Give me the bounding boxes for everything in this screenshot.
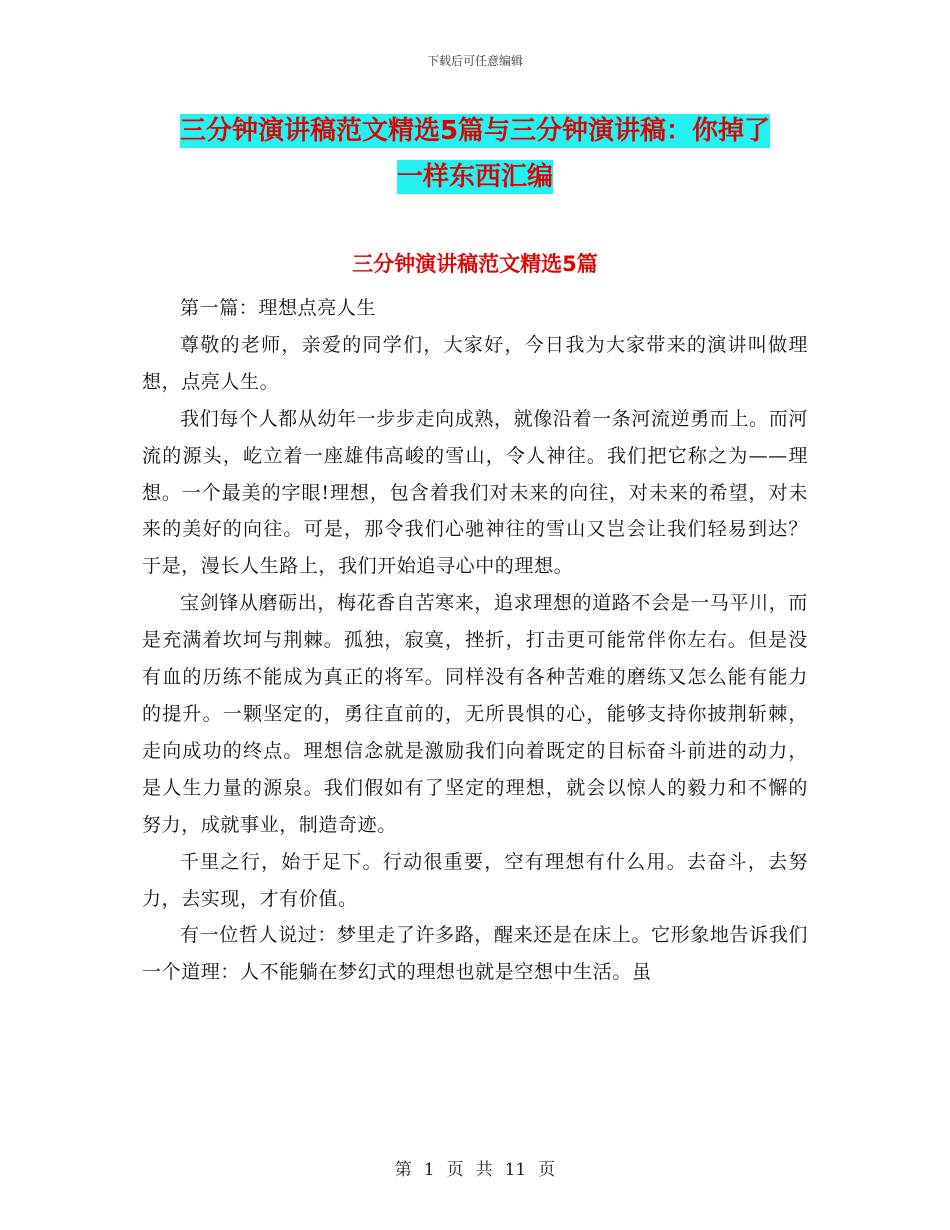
footer-suffix: 页 (538, 1160, 556, 1180)
page-header-note: 下载后可任意编辑 (426, 54, 523, 68)
paragraph: 有一位哲人说过：梦里走了许多路，醒来还是在床上。它形象地告诉我们一个道理：人不能躺在梦幻式的理想也就是空想中生活。虽 (142, 924, 808, 984)
footer-prefix: 第 (394, 1160, 412, 1180)
page-footer (0, 1155, 950, 1180)
footer-page-word: 页 (446, 1160, 464, 1180)
paragraph: 千里之行，始于足下。行动很重要，空有理想有什么用。去奋斗，去努力，去实现，才有价值。 (142, 850, 808, 910)
footer-total-word: 共 (475, 1160, 493, 1180)
paragraph: 第一篇：理想点亮人生 (180, 297, 377, 319)
document-body (142, 290, 808, 991)
document-title-line-1: 三分钟演讲稿范文精选5篇与三分钟演讲稿：你掉了 (179, 116, 771, 146)
current-page-number: 1 (423, 1160, 435, 1180)
paragraph: 宝剑锋从磨砺出，梅花香自苦寒来，追求理想的道路不会是一马平川，而是充满着坎坷与荆棘。孤独，寂寞，挫折，打击更可能常伴你左右。但是没有血的历练不能成为真正的将军。同样没有各种苦难的磨练又怎么能有能力的提升。一颗坚定的，勇往直前的，无所畏惧的心，能够支持你披荆斩棘，走向成功的终点。理想信念就是激励我们向着既定的目标奋斗前进的动力，是人生力量的源泉。我们假如有了坚定的理想，就会以惊人的毅力和不懈的努力，成就事业，制造奇迹。 (142, 592, 808, 836)
total-page-number: 11 (504, 1160, 527, 1180)
document-title (0, 108, 950, 200)
paragraph: 尊敬的老师，亲爱的同学们，大家好，今日我为大家带来的演讲叫做理想，点亮人生。 (142, 333, 808, 393)
document-title-line-2: 一样东西汇编 (396, 162, 553, 192)
section-title: 三分钟演讲稿范文精选5篇 (352, 252, 598, 276)
paragraph: 我们每个人都从幼年一步步走向成熟，就像沿着一条河流逆勇而上。而河流的源头，屹立着一座雄伟高峻的雪山，令人神往。我们把它称之为——理想。一个最美的字眼!理想，包含着我们对未来的向往，对未来的希望，对未来的美好的向往。可是，那令我们心驰神往的雪山又岂会让我们轻易到达？于是，漫长人生路上，我们开始追寻心中的理想。 (142, 407, 808, 578)
